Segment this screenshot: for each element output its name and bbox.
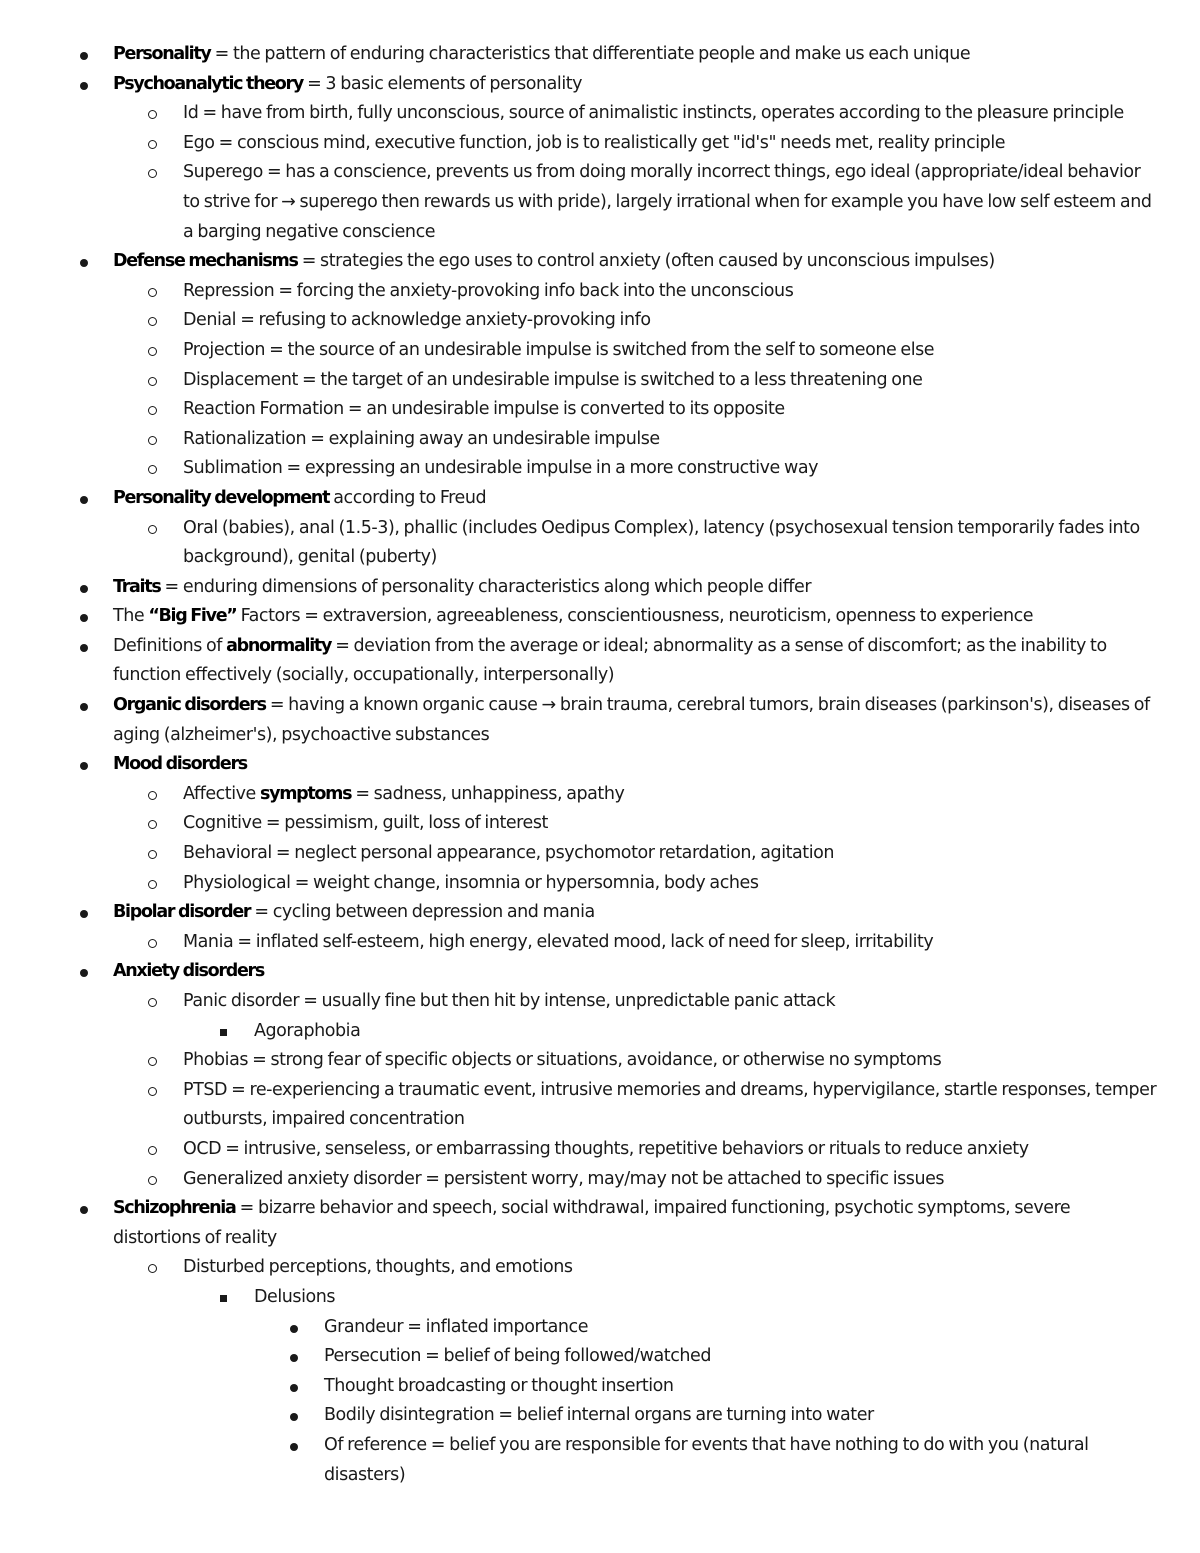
- item-text: = cycling between depression and mania: [250, 902, 595, 923]
- list-item: [0, 1372, 1158, 1402]
- item-text: Id = have from birth, fully unconscious, source of animalistic instincts, operates according to the pleasure principle: [183, 103, 1124, 124]
- item-text: = strategies the ego uses to control anxiety (often caused by unconscious impulses): [297, 251, 995, 272]
- bold-term: symptoms: [259, 783, 352, 804]
- bold-term: Bipolar disorder: [113, 902, 251, 923]
- bold-term: Traits: [113, 576, 161, 597]
- item-text: according to Freud: [329, 487, 487, 508]
- list-item: [0, 1253, 1158, 1283]
- list-item: [0, 425, 1158, 455]
- list-item: [0, 129, 1158, 159]
- bold-term: Schizophrenia: [113, 1198, 236, 1219]
- list-item: [0, 99, 1158, 129]
- list-item: [0, 1017, 1158, 1047]
- bold-term: Psychoanalytic theory: [113, 73, 303, 94]
- list-item: [0, 70, 1153, 100]
- item-text: Repression = forcing the anxiety-provoking info back into the unconscious: [183, 280, 794, 301]
- item-text: Rationalization = explaining away an undesirable impulse: [183, 428, 660, 449]
- item-text: Mania = inflated self-esteem, high energy, elevated mood, lack of need for sleep, irritability: [183, 931, 934, 952]
- list-item: [0, 484, 1153, 514]
- list-item: [0, 1194, 1153, 1253]
- list-item: [0, 839, 1158, 869]
- bold-term: Personality: [113, 44, 211, 64]
- list-item: [0, 632, 1153, 691]
- list-item: [0, 514, 1158, 573]
- list-item: [0, 809, 1158, 839]
- item-text: Superego = has a conscience, prevents us from doing morally incorrect things, ego ideal (appropriate/ideal behavior to strive for → superego then rewards us with pride), largely irrational when for example you have low self esteem and a barging negative conscience: [183, 162, 1152, 242]
- bold-term: Defense mechanisms: [113, 251, 298, 272]
- bold-term: Mood disorders: [113, 754, 247, 775]
- list-item: [0, 1165, 1158, 1195]
- list-item: [0, 898, 1153, 928]
- item-text: Agoraphobia: [254, 1020, 361, 1041]
- list-item: [0, 40, 1153, 70]
- list-item: [0, 366, 1158, 396]
- list-item: [0, 1283, 1158, 1313]
- list-item: [0, 573, 1153, 603]
- list-item: [0, 247, 1153, 277]
- item-text: Reaction Formation = an undesirable impulse is converted to its opposite: [183, 399, 785, 420]
- item-text: Of reference = belief you are responsible for events that have nothing to do with you (natural disasters): [324, 1434, 1089, 1485]
- item-text: Bodily disintegration = belief internal organs are turning into water: [324, 1405, 874, 1426]
- item-text: Persecution = belief of being followed/watched: [324, 1346, 711, 1367]
- item-text: Oral (babies), anal (1.5-3), phallic (includes Oedipus Complex), latency (psychosexual tension temporarily fades into background), genital (puberty): [183, 517, 1140, 568]
- item-text: Behavioral = neglect personal appearance, psychomotor retardation, agitation: [183, 843, 835, 864]
- item-text: Projection = the source of an undesirable impulse is switched from the self to someone else: [183, 339, 935, 360]
- item-text: Disturbed perceptions, thoughts, and emotions: [183, 1257, 573, 1278]
- list-item: [0, 780, 1158, 810]
- item-text: Grandeur = inflated importance: [324, 1316, 589, 1337]
- item-text: = bizarre behavior and speech, social withdrawal, impaired functioning, psychotic symptoms, severe distortions of reality: [113, 1198, 1071, 1248]
- item-text: The: [113, 606, 149, 627]
- item-text: Denial = refusing to acknowledge anxiety-provoking info: [183, 310, 651, 331]
- item-text: Cognitive = pessimism, guilt, loss of interest: [183, 813, 548, 834]
- list-item: [0, 1046, 1158, 1076]
- list-item: [0, 691, 1153, 750]
- item-text: = deviation from the average or ideal; abnormality as a sense of discomfort; as the inability to function effectively (socially, occupationally, interpersonally): [113, 635, 1107, 686]
- list-item: [0, 869, 1158, 899]
- item-text: Delusions: [254, 1286, 336, 1307]
- item-text: Definitions of: [113, 635, 227, 656]
- bold-term: abnormality: [226, 635, 332, 656]
- item-text: Affective: [183, 783, 260, 804]
- item-text: Generalized anxiety disorder = persistent worry, may/may not be attached to specific issues: [183, 1168, 945, 1189]
- item-text: Ego = conscious mind, executive function, job is to realistically get "id's" needs met, reality principle: [183, 132, 1006, 153]
- notes-document: [0, 40, 1200, 1490]
- item-text: = enduring dimensions of personality characteristics along which people differ: [160, 576, 812, 597]
- list-item: [0, 1401, 1158, 1431]
- list-item: [0, 1135, 1158, 1165]
- item-text: Thought broadcasting or thought insertion: [324, 1375, 674, 1396]
- item-text: = the pattern of enduring characteristics that differentiate people and make us each unique: [210, 44, 971, 64]
- list-item: [0, 1076, 1158, 1135]
- item-text: PTSD = re-experiencing a traumatic event, intrusive memories and dreams, hypervigilance, startle responses, temper outbursts, impaired concentration: [183, 1079, 1157, 1130]
- bold-term: Personality development: [113, 487, 330, 508]
- item-text: Factors = extraversion, agreeableness, conscientiousness, neuroticism, openness to experience: [236, 606, 1034, 627]
- list-item: [0, 1342, 1158, 1372]
- list-item: [0, 1431, 1158, 1490]
- list-item: [0, 336, 1158, 366]
- item-text: Panic disorder = usually fine but then hit by intense, unpredictable panic attack: [183, 991, 836, 1011]
- item-text: OCD = intrusive, senseless, or embarrassing thoughts, repetitive behaviors or rituals to reduce anxiety: [183, 1138, 1029, 1159]
- list-item: [0, 454, 1158, 484]
- item-text: Phobias = strong fear of specific objects or situations, avoidance, or otherwise no symptoms: [183, 1050, 942, 1071]
- item-text: = 3 basic elements of personality: [302, 73, 583, 94]
- list-item: [0, 750, 1153, 780]
- bold-term: “Big Five”: [148, 606, 237, 627]
- item-text: = sadness, unhappiness, apathy: [351, 783, 625, 804]
- bold-term: Anxiety disorders: [113, 961, 264, 982]
- item-text: Physiological = weight change, insomnia or hypersomnia, body aches: [183, 872, 759, 893]
- list-item: [0, 277, 1158, 307]
- list-item: [0, 928, 1158, 958]
- item-text: Sublimation = expressing an undesirable impulse in a more constructive way: [183, 458, 819, 479]
- list-item: [0, 957, 1153, 987]
- item-text: Displacement = the target of an undesirable impulse is switched to a less threatening one: [183, 369, 923, 390]
- list-item: [0, 306, 1158, 336]
- list-item: [0, 395, 1158, 425]
- list-item: [0, 1313, 1158, 1343]
- list-item: [0, 602, 1153, 632]
- item-text: = having a known organic cause → brain trauma, cerebral tumors, brain diseases (parkinson's), diseases of aging (alzheimer's), psychoactive substances: [113, 695, 1150, 745]
- list-item: [0, 158, 1158, 247]
- list-item: [0, 987, 1158, 1017]
- bold-term: Organic disorders: [113, 695, 266, 716]
